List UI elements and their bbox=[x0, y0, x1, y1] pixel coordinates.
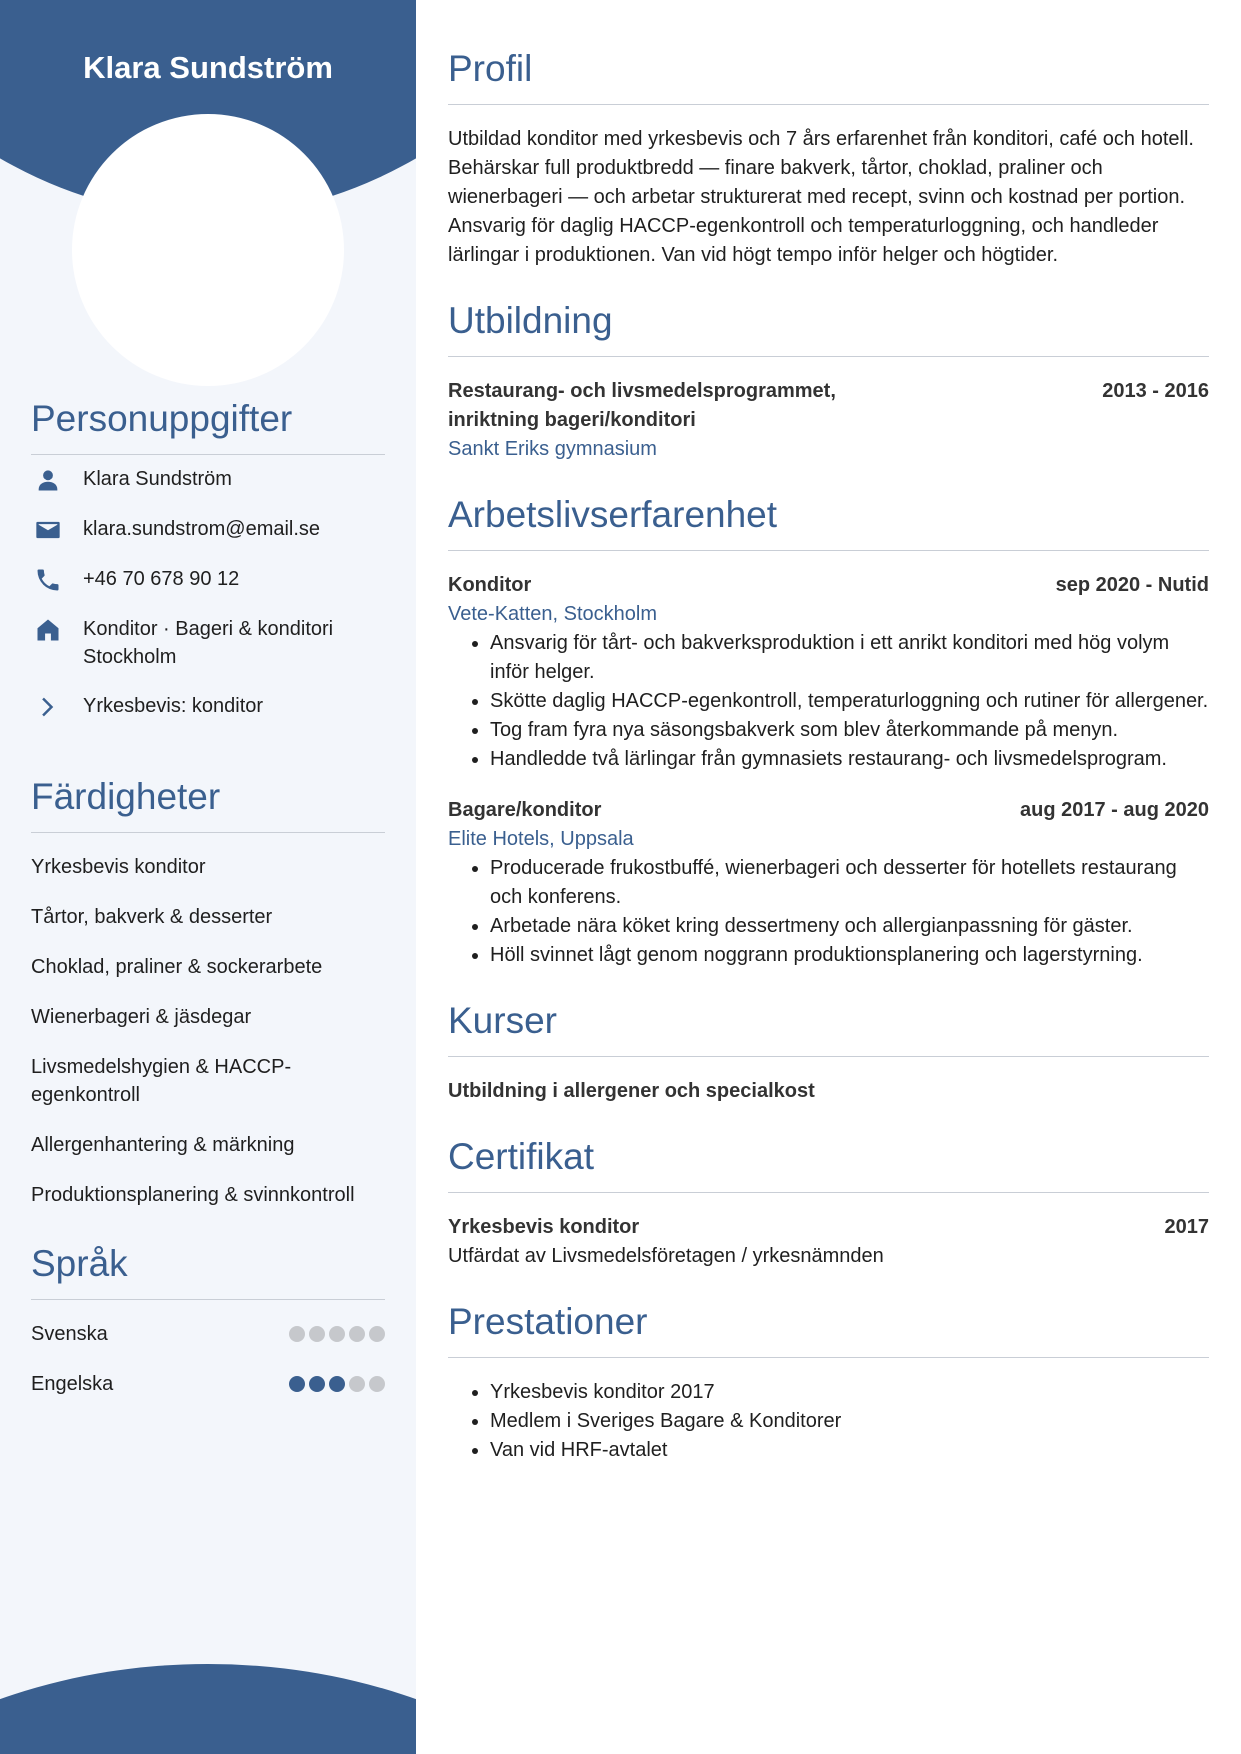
education-date: 2013 - 2016 bbox=[1102, 380, 1209, 402]
experience-section bbox=[448, 494, 1209, 970]
contact-certificate bbox=[31, 692, 385, 721]
experience-heading: Arbetslivserfarenhet bbox=[448, 494, 1209, 551]
personal-info-section bbox=[31, 398, 385, 742]
job-title: Konditor bbox=[448, 574, 532, 596]
courses-heading: Kurser bbox=[448, 1000, 1209, 1057]
achievement-item: • Van vid HRF-avtalet bbox=[490, 1436, 1209, 1465]
profile-text: Utbildad konditor med yrkesbevis och 7 års erfarenhet från konditori, café och hotell. Behärskar full produktbredd — finare bakverk, tårtor, choklad, praliner och wienerbageri — och arbetar strukturerat med recept, svinn och kostnad per portion. Ansvarig för daglig HACCP-egenkontroll och temperaturloggning, och handleder lärlingar i produktionen. Van vid högt tempo inför helger och högtider. bbox=[448, 128, 1194, 266]
job-bullet: • Arbetade nära köket kring dessertmeny och allergianpassning för gäster. bbox=[490, 912, 1209, 941]
contact-address bbox=[31, 615, 385, 671]
education-entry-header bbox=[448, 377, 1209, 435]
personal-info-heading: Personuppgifter bbox=[31, 398, 385, 455]
skill-item: Allergenhantering & märkning bbox=[31, 1134, 295, 1156]
contact-phone-text[interactable]: +46 70 678 90 12 bbox=[83, 568, 240, 590]
contact-certificate-text: Yrkesbevis: konditor bbox=[83, 695, 264, 717]
job-bullet: • Höll svinnet lågt genom noggrann produktionsplanering och lagerstyrning. bbox=[490, 941, 1209, 970]
job-bullet: • Producerade frukostbuffé, wienerbageri och desserter för hotellets restaurang och konferens. bbox=[490, 854, 1209, 912]
job-entry bbox=[448, 571, 1209, 774]
contact-address-text: Konditor · Bageri & konditori Stockholm bbox=[83, 618, 334, 668]
language-row bbox=[31, 1320, 385, 1348]
job-date: aug 2017 - aug 2020 bbox=[1020, 799, 1209, 821]
job-header bbox=[448, 571, 1209, 600]
profile-heading: Profil bbox=[448, 48, 1209, 105]
certificate-date: 2017 bbox=[1164, 1216, 1209, 1238]
certificates-heading: Certifikat bbox=[448, 1136, 1209, 1193]
certificates-section bbox=[448, 1136, 1209, 1271]
skill-item: Tårtor, bakverk & desserter bbox=[31, 906, 273, 928]
job-bullets bbox=[448, 629, 1209, 774]
skills-list bbox=[31, 853, 385, 1209]
profile-photo bbox=[72, 114, 344, 386]
certificate-title: Yrkesbevis konditor bbox=[448, 1216, 640, 1238]
education-heading: Utbildning bbox=[448, 300, 1209, 357]
language-row bbox=[31, 1370, 385, 1398]
courses-section bbox=[448, 1000, 1209, 1106]
experience-list bbox=[448, 571, 1209, 970]
achievement-item: • Medlem i Sveriges Bagare & Konditorer bbox=[490, 1407, 1209, 1436]
achievements-section bbox=[448, 1301, 1209, 1465]
education-title: Restaurang- och livsmedelsprogrammet, inriktning bageri/konditori bbox=[448, 380, 836, 431]
certificate-header bbox=[448, 1213, 1209, 1242]
skill-item: Produktionsplanering & svinnkontroll bbox=[31, 1184, 355, 1206]
level-dot-empty bbox=[369, 1326, 385, 1342]
job-employer: Vete-Katten, Stockholm bbox=[448, 603, 658, 625]
contact-name bbox=[31, 465, 385, 494]
education-section bbox=[448, 300, 1209, 464]
language-level bbox=[289, 1326, 385, 1342]
level-dot-empty bbox=[349, 1376, 365, 1392]
languages-section bbox=[31, 1243, 385, 1420]
chevron-right-icon bbox=[33, 693, 63, 721]
skill-item: Choklad, praliner & sockerarbete bbox=[31, 956, 323, 978]
skill-item: Livsmedelshygien & HACCP-egenkontroll bbox=[31, 1056, 292, 1106]
sidebar bbox=[0, 0, 416, 1754]
level-dot-filled bbox=[309, 1376, 325, 1392]
education-entry bbox=[448, 377, 1209, 464]
person-name: Klara Sundström bbox=[83, 50, 333, 85]
contact-phone bbox=[31, 565, 385, 594]
certificate-entry bbox=[448, 1213, 1209, 1271]
achievements-list bbox=[448, 1378, 1209, 1465]
job-header bbox=[448, 796, 1209, 825]
language-level bbox=[289, 1376, 385, 1392]
skills-section bbox=[31, 776, 385, 1231]
achievements-heading: Prestationer bbox=[448, 1301, 1209, 1358]
languages-heading: Språk bbox=[31, 1243, 385, 1300]
contact-email-text[interactable]: klara.sundstrom@email.se bbox=[83, 518, 321, 540]
profile-section bbox=[448, 48, 1209, 270]
main-content bbox=[448, 48, 1209, 1495]
level-dot-filled bbox=[329, 1376, 345, 1392]
level-dot-filled bbox=[289, 1376, 305, 1392]
level-dot-empty bbox=[349, 1326, 365, 1342]
job-bullet: • Ansvarig för tårt- och bakverksproduktion i ett anrikt konditori med hög volym inför helger. bbox=[490, 629, 1209, 687]
skill-item: Yrkesbevis konditor bbox=[31, 856, 206, 878]
job-bullets bbox=[448, 854, 1209, 970]
level-dot-empty bbox=[309, 1326, 325, 1342]
job-date: sep 2020 - Nutid bbox=[1055, 574, 1209, 596]
contact-list bbox=[31, 465, 385, 721]
job-employer: Elite Hotels, Uppsala bbox=[448, 828, 634, 850]
job-title: Bagare/konditor bbox=[448, 799, 602, 821]
skill-item: Wienerbageri & jäsdegar bbox=[31, 1006, 252, 1028]
job-bullet: • Skötte daglig HACCP-egenkontroll, temperaturloggning och rutiner för allergener. bbox=[490, 687, 1209, 716]
course-title: Utbildning i allergener och specialkost bbox=[448, 1080, 815, 1102]
level-dot-empty bbox=[289, 1326, 305, 1342]
job-entry bbox=[448, 796, 1209, 970]
job-bullet: • Handledde två lärlingar från gymnasiets restaurang- och livsmedelsprogram. bbox=[490, 745, 1209, 774]
language-name: Svenska bbox=[31, 1322, 108, 1345]
level-dot-empty bbox=[369, 1376, 385, 1392]
education-school: Sankt Eriks gymnasium bbox=[448, 438, 657, 460]
level-dot-empty bbox=[329, 1326, 345, 1342]
phone-icon bbox=[33, 566, 63, 594]
certificate-issuer: Utfärdat av Livsmedelsföretagen / yrkesnämnden bbox=[448, 1245, 884, 1267]
contact-email bbox=[31, 515, 385, 544]
footer-arc bbox=[0, 1664, 416, 1754]
person-icon bbox=[33, 466, 63, 494]
language-name: Engelska bbox=[31, 1372, 114, 1395]
languages-list bbox=[31, 1320, 385, 1398]
home-icon bbox=[33, 616, 63, 644]
mail-icon bbox=[33, 516, 63, 544]
contact-name-text: Klara Sundström bbox=[83, 468, 232, 490]
course-entry bbox=[448, 1077, 1209, 1106]
achievement-item: • Yrkesbevis konditor 2017 bbox=[490, 1378, 1209, 1407]
skills-heading: Färdigheter bbox=[31, 776, 385, 833]
job-bullet: • Tog fram fyra nya säsongsbakverk som blev återkommande på menyn. bbox=[490, 716, 1209, 745]
